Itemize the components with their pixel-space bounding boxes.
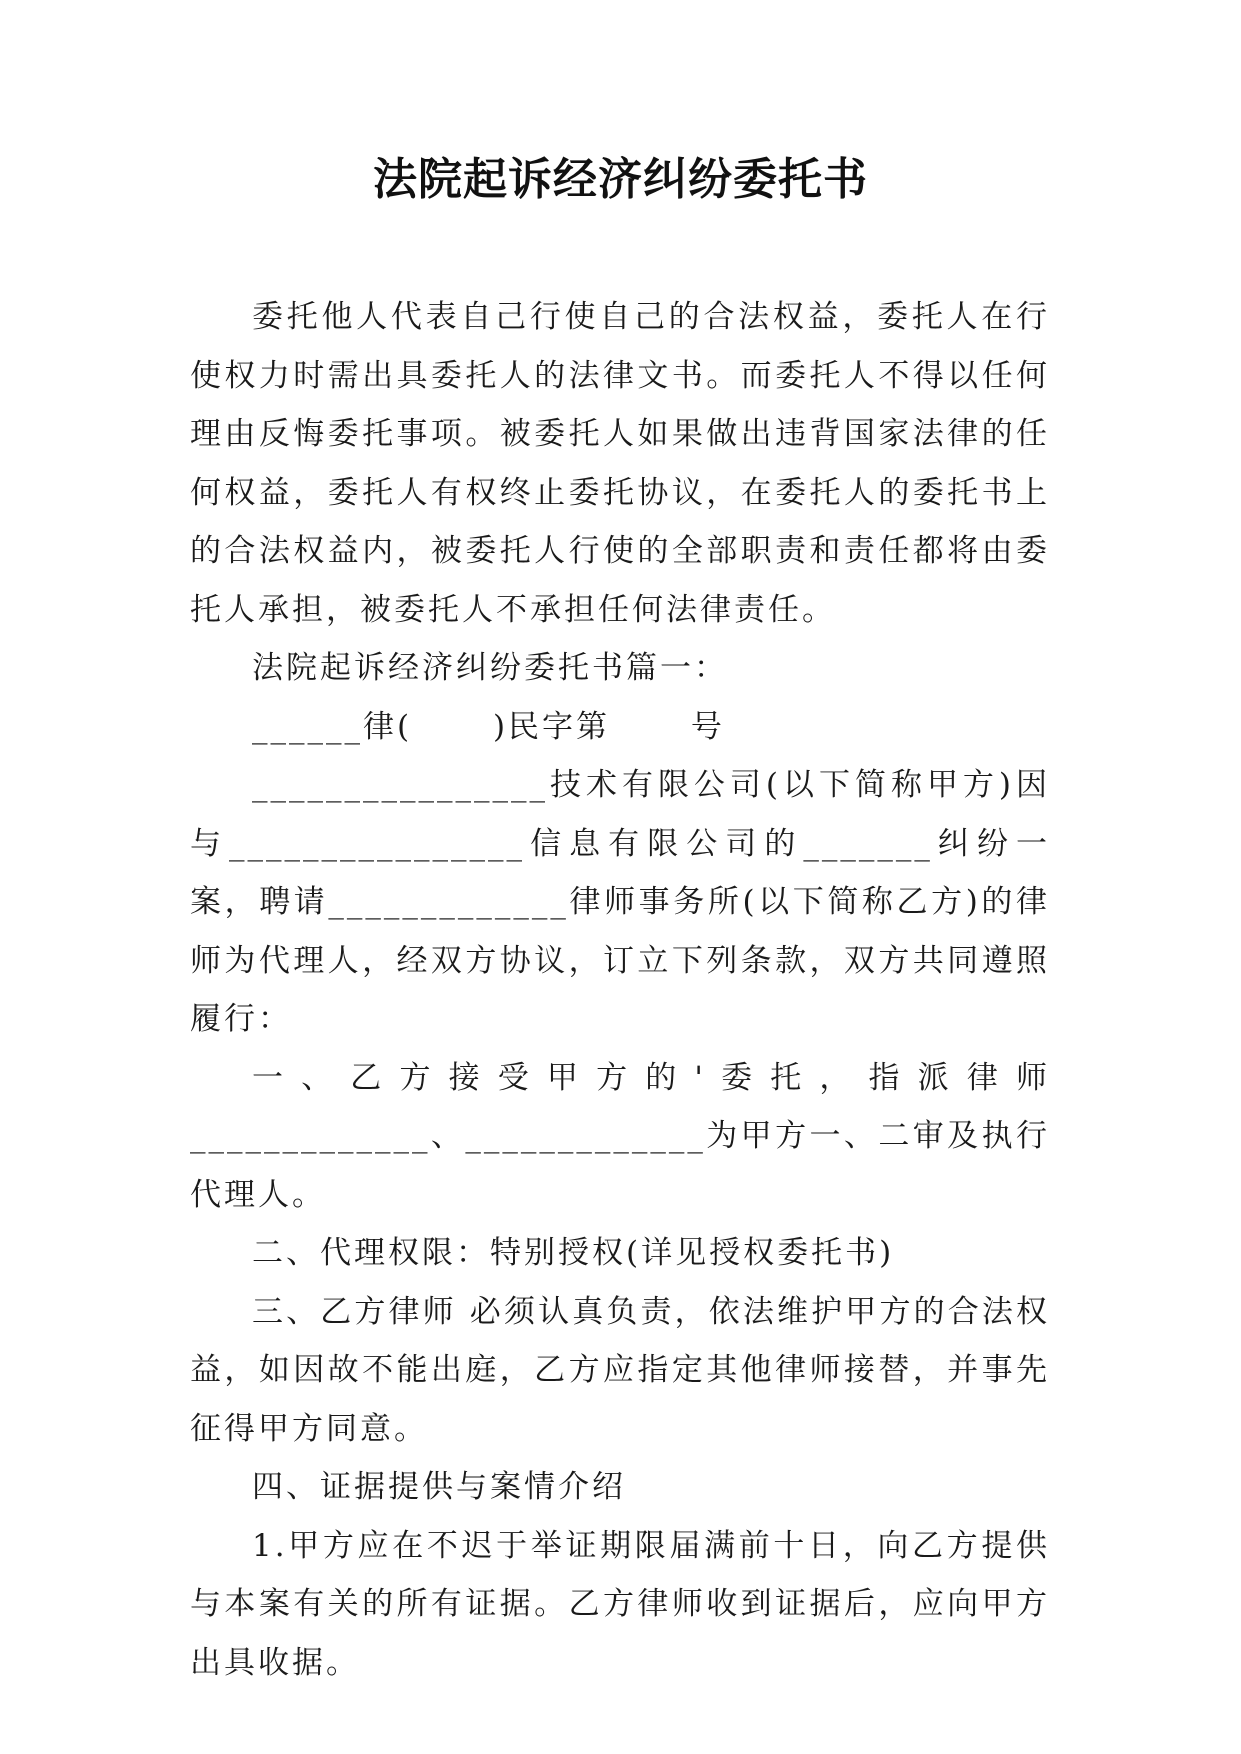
intro-paragraph: 委托他人代表自己行使自己的合法权益，委托人在行使权力时需出具委托人的法律文书。而委托人不得以任何理由反悔委托事项。被委托人如果做出违背国家法律的任何权益，委托人有权终止委托协议，在委托人的委托书上的合法权益内，被委托人行使的全部职责和责任都将由委托人承担，被委托人不承担任何法律责任。 <box>190 299 1050 628</box>
clause-2: 二、代理权限：特别授权(详见授权委托书) <box>252 1235 895 1271</box>
document-body <box>190 288 1050 1692</box>
document-title: 法院起诉经济纠纷委托书 <box>373 154 868 205</box>
clause-4: 四、证据提供与案情介绍 <box>252 1469 626 1505</box>
clause-3: 三、乙方律师 必须认真负责，依法维护甲方的合法权益，如因故不能出庭，乙方应指定其他律师接替，并事先征得甲方同意。 <box>190 1293 1050 1447</box>
parties-paragraph: ________________技术有限公司(以下简称甲方)因与________________信息有限公司的_______纠纷一案，聘请_____________律师事务所(以下简称乙方)的律师为代理人，经双方协议，订立下列条款，双方共同遵照履行： <box>190 767 1050 1037</box>
clause-1: 一、乙方接受甲方的'委托，指派律师_____________、_____________为甲方一、二审及执行代理人。 <box>190 1059 1050 1213</box>
clause-4-item-1: 1.甲方应在不迟于举证期限届满前十日，向乙方提供与本案有关的所有证据。乙方律师收到证据后，应向甲方出具收据。 <box>190 1527 1050 1681</box>
case-number-line: ______律( )民字第 号 <box>252 708 725 745</box>
section-heading: 法院起诉经济纠纷委托书篇一： <box>252 650 728 686</box>
